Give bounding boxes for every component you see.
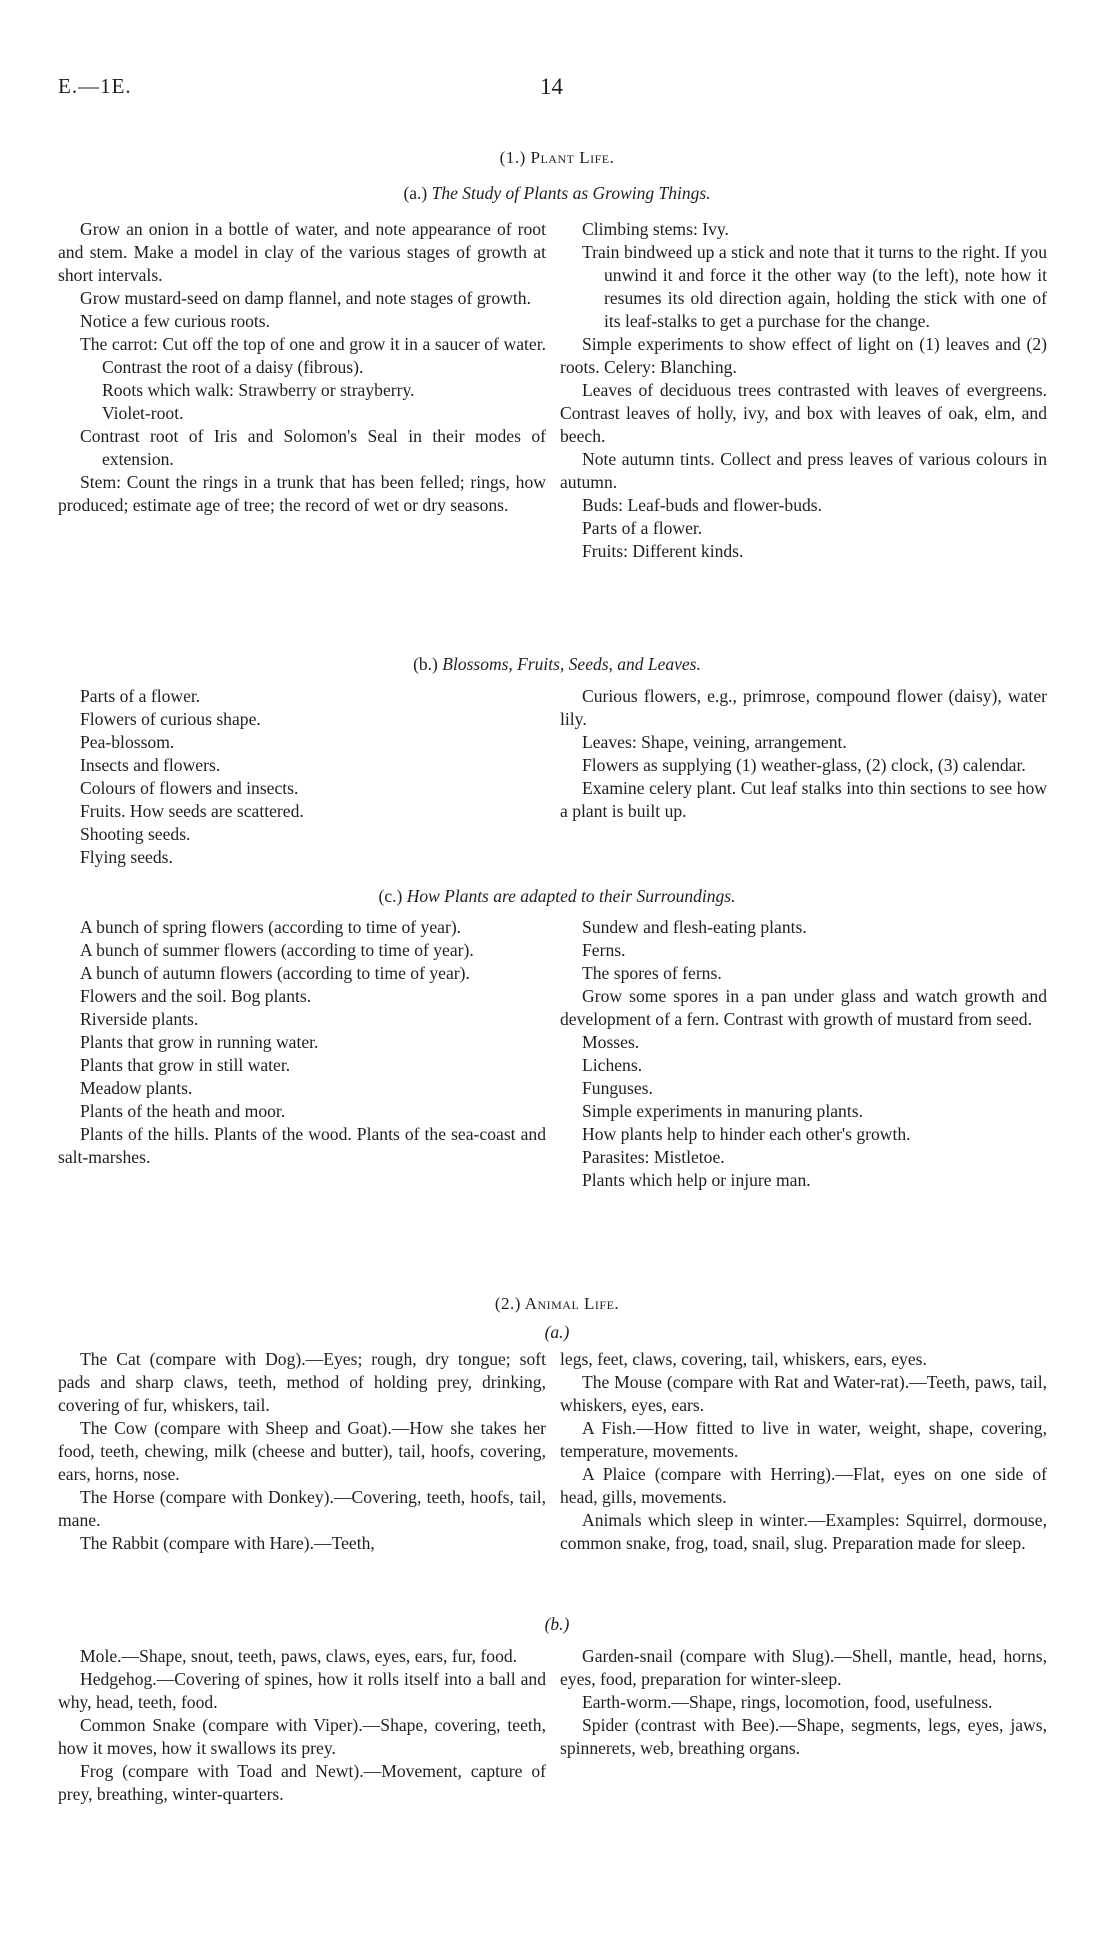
paragraph: The Mouse (compare with Rat and Water-rat).—Teeth, paws, tail, whiskers, eyes, ears. — [560, 1372, 1047, 1415]
paragraph: Parasites: Mistletoe. — [582, 1147, 725, 1167]
plant-life-b-heading — [0, 654, 1114, 675]
plant-life-c-label: (c.) — [378, 886, 403, 906]
paragraph: Train bindweed up a stick and note that it turns to the right. If you unwind it and force it the other way (to the left), note how it resumes its old direction again, holding the stick with one of its leaf-stalks to get a purchase for the change. — [582, 242, 1047, 331]
plant-life-a-label: (a.) — [403, 183, 428, 203]
document-reference: E.—1E. — [58, 74, 132, 98]
paragraph: A Plaice (compare with Herring).—Flat, eyes on one side of head, gills, movements. — [560, 1464, 1047, 1507]
paragraph: Spider (contrast with Bee).—Shape, segments, legs, eyes, jaws, spinnerets, web, breathing organs. — [560, 1715, 1047, 1758]
paragraph: Riverside plants. — [80, 1009, 199, 1029]
paragraph: Note autumn tints. Collect and press leaves of various colours in autumn. — [560, 449, 1047, 492]
paragraph: Garden-snail (compare with Slug).—Shell, mantle, head, horns, eyes, food, preparation for winter-sleep. — [560, 1646, 1047, 1689]
paragraph: Plants of the heath and moor. — [80, 1101, 286, 1121]
plant-life-a-title: The Study of Plants as Growing Things. — [431, 183, 711, 203]
paragraph: Grow an onion in a bottle of water, and note appearance of root and stem. Make a model in clay of the various stages of growth at short intervals. — [58, 219, 546, 285]
list-item: Flowers of curious shape. — [80, 709, 261, 729]
paragraph: How plants help to hinder each other's growth. — [582, 1124, 911, 1144]
paragraph: Plants that grow in still water. — [80, 1055, 291, 1075]
list-item: Colours of flowers and insects. — [80, 778, 299, 798]
paragraph: Animals which sleep in winter.—Examples: Squirrel, dormouse, common snake, frog, toad, snail, slug. Preparation made for sleep. — [560, 1510, 1047, 1553]
paragraph: The spores of ferns. — [582, 963, 722, 983]
animal-life-a-label: (a.) — [544, 1322, 570, 1342]
animal-life-b-label: (b.) — [544, 1614, 570, 1634]
plant-life-b-label: (b.) — [413, 654, 438, 674]
paragraph: Buds: Leaf-buds and flower-buds. — [582, 495, 823, 515]
paragraph: Leaves: Shape, veining, arrangement. — [582, 732, 847, 752]
paragraph: Contrast root of Iris and Solomon's Seal in their modes of extension. — [80, 426, 546, 469]
plant-life-c-right-column — [560, 916, 1047, 1192]
paragraph: Funguses. — [582, 1078, 653, 1098]
paragraph: Hedgehog.—Covering of spines, how it rolls itself into a ball and why, head, teeth, food. — [58, 1669, 546, 1712]
paragraph: The Horse (compare with Donkey).—Covering, teeth, hoofs, tail, mane. — [58, 1487, 546, 1530]
paragraph: Plants which help or injure man. — [582, 1170, 811, 1190]
paragraph: Plants of the hills. Plants of the wood. Plants of the sea-coast and salt-marshes. — [58, 1124, 546, 1167]
paragraph: Fruits: Different kinds. — [582, 541, 744, 561]
paragraph: Flowers as supplying (1) weather-glass, (2) clock, (3) calendar. — [582, 755, 1026, 775]
plant-life-title: (1.) Plant Life. — [499, 148, 615, 167]
paragraph: Lichens. — [582, 1055, 643, 1075]
paragraph: Grow mustard-seed on damp flannel, and note stages of growth. — [80, 288, 531, 308]
paragraph: Violet-root. — [102, 403, 184, 423]
animal-life-a-heading — [0, 1322, 1114, 1343]
list-item: Pea-blossom. — [80, 732, 175, 752]
page-number: 14 — [540, 74, 563, 99]
paragraph: Grow some spores in a pan under glass and watch growth and development of a fern. Contrast with growth of mustard from seed. — [560, 986, 1047, 1029]
animal-life-a-left-column — [58, 1348, 546, 1555]
paragraph: Frog (compare with Toad and Newt).—Movement, capture of prey, breathing, winter-quarters. — [58, 1761, 546, 1804]
paragraph: Roots which walk: Strawberry or strayberry. — [102, 380, 415, 400]
paragraph: Earth-worm.—Shape, rings, locomotion, food, usefulness. — [582, 1692, 993, 1712]
paragraph: Simple experiments to show effect of light on (1) leaves and (2) roots. Celery: Blanching. — [560, 334, 1047, 377]
paragraph: The Rabbit (compare with Hare).—Teeth, — [80, 1533, 375, 1553]
paragraph: Sundew and flesh-eating plants. — [582, 917, 807, 937]
plant-life-c-left-column — [58, 916, 546, 1169]
paragraph: Simple experiments in manuring plants. — [582, 1101, 863, 1121]
list-item: Parts of a flower. — [80, 686, 201, 706]
paragraph: A bunch of spring flowers (according to time of year). — [80, 917, 462, 937]
plant-life-a-heading — [0, 183, 1114, 204]
paragraph: A bunch of autumn flowers (according to time of year). — [80, 963, 470, 983]
list-item: Shooting seeds. — [80, 824, 191, 844]
plant-life-c-title: How Plants are adapted to their Surroundings. — [406, 886, 736, 906]
plant-life-b-title: Blossoms, Fruits, Seeds, and Leaves. — [442, 654, 701, 674]
paragraph: Common Snake (compare with Viper).—Shape, covering, teeth, how it moves, how it swallows its prey. — [58, 1715, 546, 1758]
paragraph: Notice a few curious roots. — [80, 311, 271, 331]
paragraph: Mole.—Shape, snout, teeth, paws, claws, eyes, ears, fur, food. — [80, 1646, 518, 1666]
paragraph: Examine celery plant. Cut leaf stalks into thin sections to see how a plant is built up. — [560, 778, 1047, 821]
plant-life-b-right-column — [560, 685, 1047, 823]
paragraph: Ferns. — [582, 940, 626, 960]
paragraph: A Fish.—How fitted to live in water, weight, shape, covering, temperature, movements. — [560, 1418, 1047, 1461]
paragraph: Plants that grow in running water. — [80, 1032, 319, 1052]
plant-life-b-left-column — [58, 685, 546, 869]
list-item: Insects and flowers. — [80, 755, 221, 775]
list-item: Fruits. How seeds are scattered. — [80, 801, 304, 821]
plant-life-a-right-column — [560, 218, 1047, 563]
animal-life-b-left-column — [58, 1645, 546, 1806]
paragraph: Mosses. — [582, 1032, 640, 1052]
paragraph: Meadow plants. — [80, 1078, 193, 1098]
paragraph: Leaves of deciduous trees contrasted with leaves of evergreens. Contrast leaves of holly, ivy, and box with leaves of oak, elm, and beech. — [560, 380, 1047, 446]
paragraph: Flowers and the soil. Bog plants. — [80, 986, 312, 1006]
plant-life-c-heading — [0, 886, 1114, 907]
plant-life-a-left-column — [58, 218, 546, 517]
paragraph: The Cow (compare with Sheep and Goat).—How she takes her food, teeth, chewing, milk (cheese and butter), tail, hoofs, covering, ears, horns, nose. — [58, 1418, 546, 1484]
paragraph: Parts of a flower. — [582, 518, 703, 538]
paragraph: legs, feet, claws, covering, tail, whiskers, ears, eyes. — [560, 1349, 927, 1369]
list-item: Flying seeds. — [80, 847, 173, 867]
paragraph: Climbing stems: Ivy. — [582, 219, 729, 239]
paragraph: Curious flowers, e.g., primrose, compound flower (daisy), water lily. — [560, 686, 1047, 729]
animal-life-title: (2.) Animal Life. — [494, 1294, 620, 1313]
animal-life-a-right-column — [560, 1348, 1047, 1555]
animal-life-b-right-column — [560, 1645, 1047, 1760]
animal-life-b-heading — [0, 1614, 1114, 1635]
paragraph: The Cat (compare with Dog).—Eyes; rough, dry tongue; soft pads and sharp claws, teeth, method of holding prey, drinking, covering of fur, whiskers, tail. — [58, 1349, 546, 1415]
paragraph: A bunch of summer flowers (according to time of year). — [80, 940, 474, 960]
paragraph: The carrot: Cut off the top of one and grow it in a saucer of water. Contrast the root of a daisy (fibrous). — [80, 334, 546, 377]
paragraph: Stem: Count the rings in a trunk that has been felled; rings, how produced; estimate age of tree; the record of wet or dry seasons. — [58, 472, 546, 515]
